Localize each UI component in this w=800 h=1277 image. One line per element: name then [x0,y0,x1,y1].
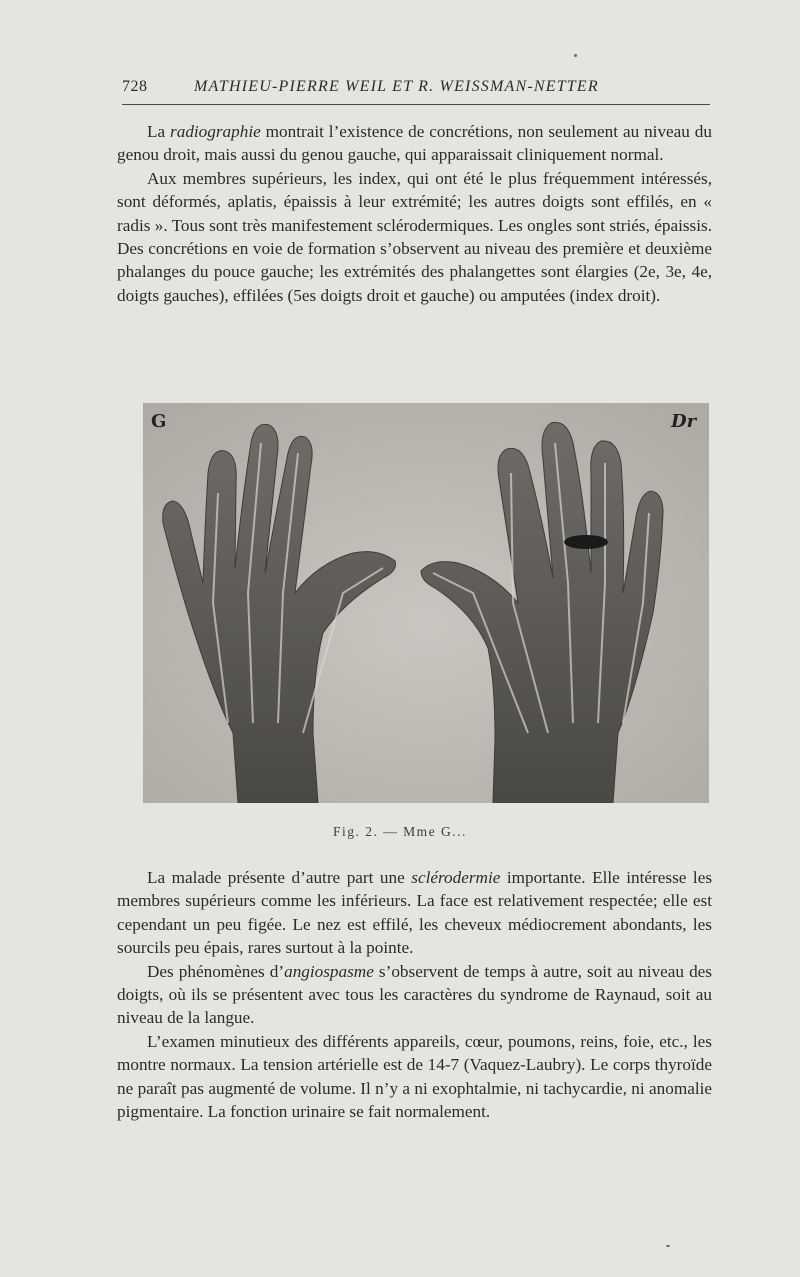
paragraph-upper-limbs: Aux membres supérieurs, les index, qui ont été le plus fréquemment intéressés, sont déformés, aplatis, épaissis à leur extrémité; les autres doigts sont effilés, en « radis ». Tous sont très manifestement sclérodermiques. Les ongles sont striés, épaissis. Des concrétions en voie de formation s’observent au niveau des première et deuxième phalanges du pouce gauche; les extrémités des phalangettes sont élargies (2e, 3e, 4e, doigts gauches), effilées (5es doigts droit et gauche) ou amputées (index droit). [117,168,712,305]
bottom-text-block [117,866,712,1123]
paragraph-angiospasm: Des phénomènes d’angiospasme s’observent de temps à autre, soit au niveau des doigts, où ils se présentent avec tous les caractères du syndrome de Raynaud, soit au niveau de la langue. [117,961,712,1028]
paragraph-examination: L’examen minutieux des différents appareils, cœur, poumons, reins, foie, etc., les montre normaux. La tension artérielle est de 14-7 (Vaquez-Laubry). Le corps thyroïde ne paraît pas augmenté de volume. Il n’y a ni exophtalmie, ni tachycardie, ni anomalie pigmentaire. La fonction urinaire se fait normalement. [117,1031,712,1122]
label-right-hand: Dr [671,411,697,432]
paper-speck [574,54,577,57]
running-head [122,74,710,105]
paragraph-radiography: La radiographie montrait l’existence de concrétions, non seulement au niveau du genou droit, mais aussi du genou gauche, qui apparaissait cliniquement normal. [117,122,712,165]
running-title: MATHIEU-PIERRE WEIL ET R. WEISSMAN-NETTER [194,78,599,95]
emphasis-angiospasme: angiospasme [284,961,374,981]
hands-radiograph [143,403,709,803]
figure-caption: Fig. 2. — Mme G... [333,824,467,839]
top-text-block [117,120,712,307]
paper-speck [666,1245,670,1247]
ring-shadow [564,535,608,549]
hands-radiograph-figure [143,403,709,803]
page-number: 728 [122,78,148,95]
paragraph-scleroderma: La malade présente d’autre part une sclérodermie importante. Elle intéresse les membres supérieurs comme les inférieurs. La face est relativement respectée; elle est cependant un peu figée. Le nez est effilé, les cheveux médiocrement abondants, les sourcils peu épais, rares surtout à la pointe. [117,868,713,958]
emphasis-sclerodermie: sclérodermie [411,868,501,887]
label-left-hand: G [151,411,167,432]
emphasis-radiographie: radiographie [170,122,261,141]
